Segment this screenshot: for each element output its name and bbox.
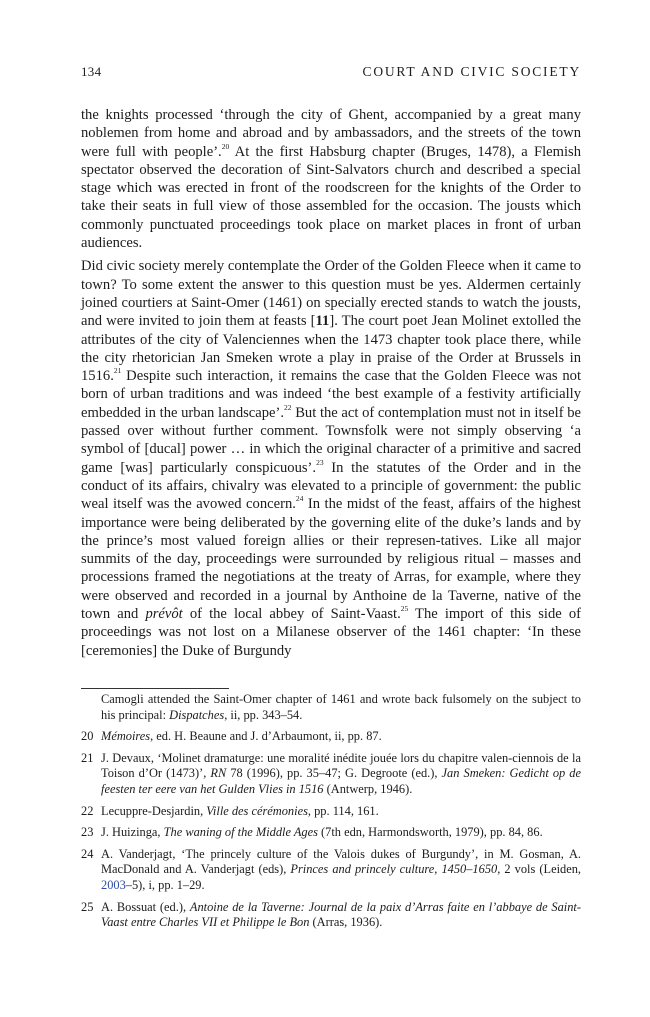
- text-run: Lecuppre-Desjardin,: [101, 803, 207, 818]
- main-text: [81, 106, 581, 660]
- footnote-ref: 22: [284, 402, 292, 412]
- footnote-number: 20: [81, 729, 94, 744]
- footnote-ref: 25: [400, 604, 409, 614]
- footnote-ref: 23: [316, 457, 324, 467]
- text-run: Camogli attended the Saint-Omer chapter of 1461 and wrote back fulsomely on the subject to his principal:: [101, 692, 581, 722]
- footnote-number: 23: [81, 825, 94, 840]
- footnote-21: [81, 751, 581, 798]
- text-run: –5), i, pp. 1–29.: [125, 877, 205, 892]
- text-run: , 2 vols (Leiden,: [497, 862, 581, 877]
- text-run: (Arras, 1936).: [309, 915, 383, 930]
- footnote-25: [81, 900, 581, 931]
- footnote-continuation: [81, 692, 581, 723]
- footnote-number: 22: [81, 803, 94, 818]
- page-number: 134: [81, 64, 102, 79]
- cross-ref-link[interactable]: 2003: [101, 877, 126, 892]
- paragraph-1: [81, 106, 581, 252]
- text-run: 78 (1996), pp. 35–47; G. Degroote (ed.),: [226, 766, 442, 781]
- text-run: , ii, pp. 343–54.: [224, 707, 303, 722]
- italic-text: The waning of the Middle Ages: [163, 825, 318, 840]
- footnote-24: [81, 847, 581, 894]
- italic-text: Ville des cérémonies: [206, 803, 308, 818]
- footnote-ref: 24: [295, 494, 304, 504]
- text-run: of the local abbey of Saint-Vaast.: [182, 606, 401, 623]
- italic-text: Antoine de la Taverne: Journal de la paix d’Arras faite en l’abbaye de Saint-Vaast entre Charles VII et Philippe le Bon: [101, 899, 581, 930]
- text-run: , pp. 114, 161.: [307, 803, 379, 818]
- footnote-ref: 21: [113, 366, 122, 376]
- text-run: (Antwerp, 1946).: [323, 781, 413, 796]
- text-run: J. Devaux, ‘Molinet dramaturge: une moralité inédite jouée lors du chapitre valen-ciennois de la Toison d’Or (1473)’,: [101, 750, 581, 781]
- text-run: But the act of contemplation must not in itself be passed over without further comment. Townsfolk were not simply observing ‘a symbol of [ducal] power … in which the original character of a primitive and sacred game [was] particularly conspicuous’.: [81, 404, 582, 476]
- text-run: J. Huizinga,: [101, 825, 164, 840]
- footnote-separator: [81, 688, 229, 689]
- italic-text: RN: [210, 766, 227, 781]
- footnote-22: [81, 804, 581, 820]
- paragraph-2: [81, 257, 581, 660]
- text-run: In the statutes of the Order and in the conduct of its affairs, chivalry was elevated to a principle of government: the public weal itself was the avowed concern.: [81, 459, 581, 513]
- footnote-23: [81, 825, 581, 841]
- text-run: A. Vanderjagt, ‘The princely culture of the Valois dukes of Burgundy’, in M. Gosman, A. MacDonald and A. Vanderjagt (eds),: [101, 846, 581, 877]
- text-run: ]. The court poet Jean Molinet extolled the attributes of the city of Valenciennes when the 1473 chapter took place there, while the city rhetorician Jan Smeken wrote a play in praise of the Order at Brussels in 1516.: [81, 313, 581, 385]
- footnote-number: 24: [81, 846, 94, 861]
- text-run: In the midst of the feast, affairs of the highest importance were being deliberated by the governing elite of the duke’s lands and by the prince’s most valued foreign allies or their represen-tatives. Like all major summits of the day, proceedings were surrounded by religious ritual – masses and processions framed the negotiations at the treaty of Arras, for example, where they were observed and recorded in a journal by Anthoine de la Taverne, native of the town and: [81, 496, 581, 623]
- footnote-number: 21: [81, 750, 94, 765]
- text-run: (7th edn, Harmondsworth, 1979), pp. 84, 86.: [317, 825, 543, 840]
- italic-text: Dispatches: [169, 707, 225, 722]
- footnote-number: 25: [81, 899, 94, 914]
- italic-text: prévôt: [145, 606, 183, 623]
- bold-text: 11: [315, 313, 330, 330]
- italic-text: Mémoires: [101, 729, 151, 744]
- footnote-ref: 20: [221, 141, 230, 151]
- text-run: Despite such interaction, it remains the case that the Golden Fleece was not born of urban traditions and was indeed ‘the best example of a festivity artificially embedded in the urban landscape’.: [81, 368, 581, 421]
- italic-text: Princes and princely culture, 1450–1650: [290, 862, 498, 877]
- footnotes: [81, 692, 581, 937]
- italic-text: Jan Smeken: Gedicht op de feesten ter eere van het Gulden Vlies in 1516: [101, 766, 581, 796]
- text-run: The import of this side of proceedings was not lost on a Milanese observer of the 1461 chapter: ‘In these [ceremonies] the Duke of Burgundy: [81, 606, 582, 659]
- text-run: At the first Habsburg chapter (Bruges, 1478), a Flemish spectator observed the decoration of Sint-Salvators church and described a special stage which was erected in front of the roodscreen for the knights of the Order to take their seats in full view of those assembled for the occasion. The jousts which commonly punctuated proceedings took place on market places in front of urban audiences.: [81, 143, 582, 252]
- text-run: Did civic society merely contemplate the Order of the Golden Fleece when it came to town? To some extent the answer to this question must be yes. Aldermen certainly joined courtiers at Saint-Omer (1461) on specially erected stands to watch the jousts, and were invited to join them at feasts [: [81, 258, 581, 330]
- text-run: the knights processed ‘through the city of Ghent, accompanied by a great many noblemen from home and abroad and by ambassadors, and the streets of the town were full with people’.: [81, 107, 581, 160]
- text-run: A. Bossuat (ed.),: [101, 899, 190, 914]
- footnote-20: [81, 729, 581, 745]
- running-title: COURT AND CIVIC SOCIETY: [362, 64, 581, 79]
- text-run: , ed. H. Beaune and J. d’Arbaumont, ii, pp. 87.: [150, 729, 382, 744]
- running-header: [81, 64, 581, 84]
